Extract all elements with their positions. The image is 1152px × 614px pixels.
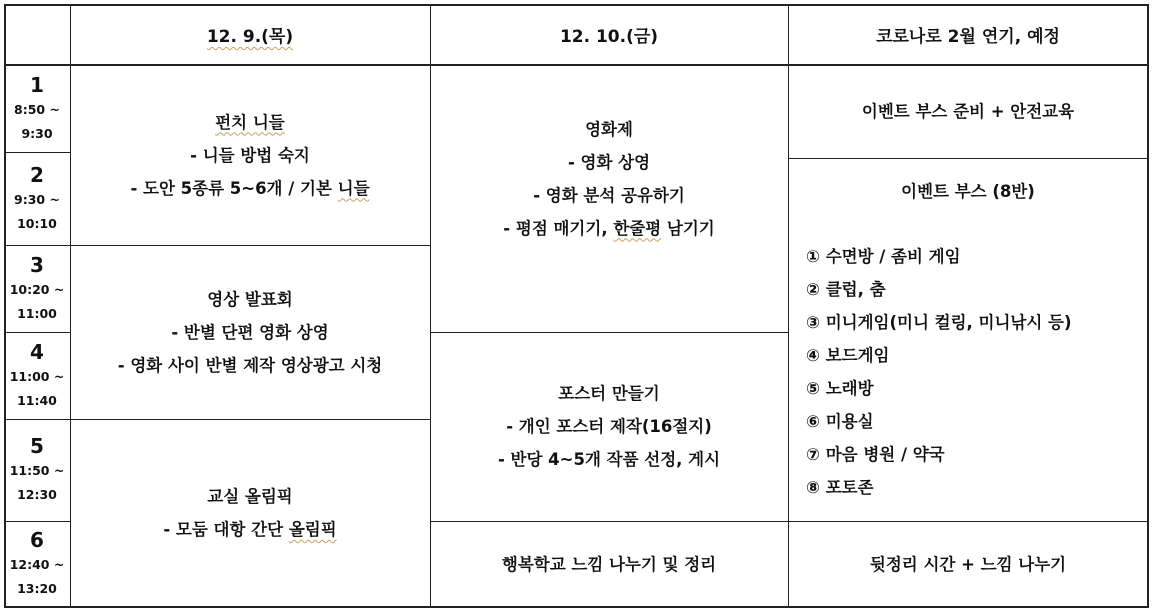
period-time-end: 12:30 [17,487,57,502]
table-border-top [4,4,1149,6]
column-divider [788,4,789,608]
period-time-start: 12:40 ~ [9,557,65,572]
period-number: 6 [30,528,44,552]
header-day2-label: 12. 10.(금) [559,27,659,47]
row-divider [4,521,70,522]
period-number: 2 [30,162,44,187]
block-line: - 평점 매기기, 한줄평 남기기 [503,218,715,238]
period-6 [4,521,70,607]
period-time-start: 10:20 ~ [9,281,65,297]
header-day3 [788,4,1148,65]
block-title: 영상 발표회 [207,289,293,309]
row-divider [4,245,430,246]
day1-video-presentation-block [70,245,430,419]
period-time-end: 10:10 [17,215,57,231]
day1-punch-needle-block [70,65,430,245]
day3-event-booth-title [788,158,1148,224]
period-number: 4 [30,339,44,364]
period-time-end: 13:20 [17,581,57,596]
booth-list [806,240,1146,504]
list-item: ⑦ 마음 병원 / 약국 [806,445,945,464]
header-day2 [430,4,788,65]
list-item: ② 클럽, 춤 [806,280,886,299]
block-title: 행복학교 느낌 나누기 및 정리 [501,554,717,574]
list-item: ① 수면방 / 좀비 게임 [806,247,961,266]
period-3 [4,245,70,332]
block-line: - 모둠 대항 간단 올림픽 [163,520,337,539]
header-divider [4,64,1149,66]
row-divider [4,419,430,420]
list-item: ④ 보드게임 [806,346,890,365]
block-title: 교실 올림픽 [207,487,293,506]
row-divider [4,152,70,153]
period-time-end: 9:30 [21,125,53,141]
period-time-start: 8:50 ~ [14,101,60,117]
block-title: 펀치 니들 [215,112,285,132]
block-line: - 개인 포스터 제작(16절지) [506,417,712,436]
column-divider [70,4,71,608]
period-time-start: 11:50 ~ [9,463,65,478]
block-title: 영화제 [585,119,633,139]
period-number: 1 [30,72,44,97]
list-item: ⑥ 미용실 [806,412,874,431]
period-number: 3 [30,252,44,277]
header-day1 [70,4,430,65]
period-2 [4,152,70,245]
block-line: - 반당 4~5개 작품 선정, 게시 [497,450,721,469]
block-title: 포스터 만들기 [558,384,660,403]
day1-classroom-olympics-block [70,419,430,607]
row-divider [430,332,788,333]
period-number: 5 [30,434,44,458]
day2-poster-block [430,332,788,521]
block-title: 이벤트 부스 (8반) [901,181,1035,201]
list-item: ⑧ 포토존 [806,478,874,497]
header-day3-label: 코로나로 2월 연기, 예정 [876,27,1060,47]
row-divider [430,521,1149,522]
block-line: - 반별 단편 영화 상영 [171,322,329,342]
block-title: 뒷정리 시간 + 느낌 나누기 [869,554,1067,574]
period-4 [4,332,70,419]
block-line: - 영화 상영 [567,152,651,172]
period-time-start: 9:30 ~ [14,191,60,207]
period-time-start: 11:00 ~ [9,368,65,384]
period-1 [4,65,70,152]
block-line: - 니들 방법 숙지 [190,145,310,165]
list-item: ③ 미니게임(미니 컬링, 미니낚시 등) [806,313,1072,332]
row-divider [788,158,1149,159]
day3-cleanup-block [788,521,1148,607]
period-time-end: 11:40 [17,392,57,408]
block-line: - 도안 5종류 5~6개 / 기본 니들 [130,178,370,198]
block-title: 이벤트 부스 준비 + 안전교육 [861,102,1075,121]
day2-wrapup-block [430,521,788,607]
table-border-bottom [4,606,1149,608]
header-day1-label: 12. 9.(목) [206,27,294,47]
day2-film-festival-block [430,65,788,332]
column-divider [430,4,431,608]
block-line: - 영화 분석 공유하기 [533,185,685,205]
period-time-end: 11:00 [17,305,57,321]
row-divider [4,332,70,333]
period-5 [4,419,70,521]
table-border-left [4,4,6,608]
list-item: ⑤ 노래방 [806,379,874,398]
day3-booth-prep-block [788,65,1148,158]
table-border-right [1147,4,1149,608]
header-period-col [4,4,70,65]
block-line: - 영화 사이 반별 제작 영상광고 시청 [117,355,383,375]
